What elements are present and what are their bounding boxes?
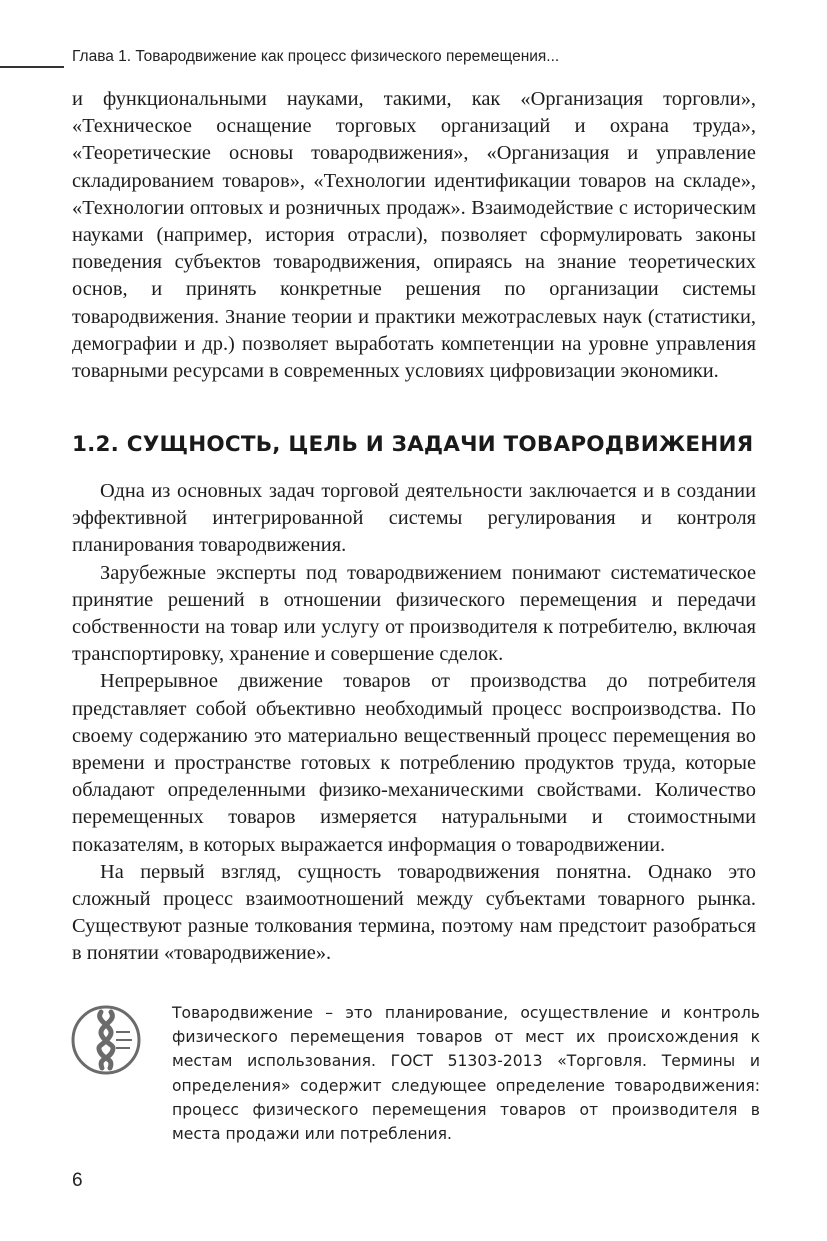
knot-icon: [70, 1004, 142, 1076]
definition-callout: Товародвижение – это планирование, осуществление и контроль физического перемещения товаров от мест их происхождения к местам использования. ГОСТ 51303-2013 «Торговля. Термины и определения» содержит следующее определение товародвижения: процесс физического перемещения товаров от производителя в места продажи или потребления.: [172, 1004, 760, 1144]
section-paragraph-4: На первый взгляд, сущность товародвижения понятна. Однако это сложный процесс взаимоотношений между субъектами товарного рынка. Существуют разные толкования термина, поэтому нам предстоит разобраться в понятии «товародвижение».: [72, 860, 756, 965]
intro-paragraph: и функциональными науками, такими, как «Организация торговли», «Техническое оснащение торговых организаций и охрана труда», «Теоретические основы товародвижения», «Организация и управление складированием товаров», «Технологии идентификации товаров на складе», «Технологии оптовых и розничных продаж». Взаимодействие с историческим науками (например, история отрасли), позволяет сформулировать законы поведения субъектов товародвижения, опираясь на знание теоретических основ, и принять конкретные решения по организации системы товародвижения. Знание теории и практики межотраслевых наук (статистики, демографии и др.) позволяет выработать компетенции на уровне управления товарными ресурсами в современных условиях цифровизации экономики.: [72, 88, 756, 383]
section-paragraph-2: Зарубежные эксперты под товародвижением понимают систематическое принятие решений в отношении физического перемещения и передачи собственности на товар или услугу от производителя к потребителю, включая транспортировку, хранение и совершение сделок.: [72, 561, 756, 666]
section-paragraph-3: Непрерывное движение товаров от производства до потребителя представляет собой объективно необходимый процесс воспроизводства. По своему содержанию это материально вещественный процесс перемещения во времени и пространстве готовых к потреблению продуктов труда, которые обладают определенными физико-механическими свойствами. Количество перемещенных товаров измеряется натуральными и стоимостными показателям, в которых выражается информация о товародвижении.: [72, 670, 756, 856]
page-number: 6: [72, 1170, 83, 1191]
header-rule: [0, 66, 64, 68]
section-paragraph-1: Одна из основных задач торговой деятельности заключается и в создании эффективной интегрированной системы регулирования и контроля планирования товародвижения.: [72, 480, 756, 557]
section-body: [72, 478, 756, 968]
intro-text: [72, 86, 756, 385]
running-title: Глава 1. Товародвижение как процесс физического перемещения...: [72, 48, 560, 65]
section-heading: 1.2. СУЩНОСТЬ, ЦЕЛЬ И ЗАДАЧИ ТОВАРОДВИЖЕНИЯ: [72, 432, 754, 457]
